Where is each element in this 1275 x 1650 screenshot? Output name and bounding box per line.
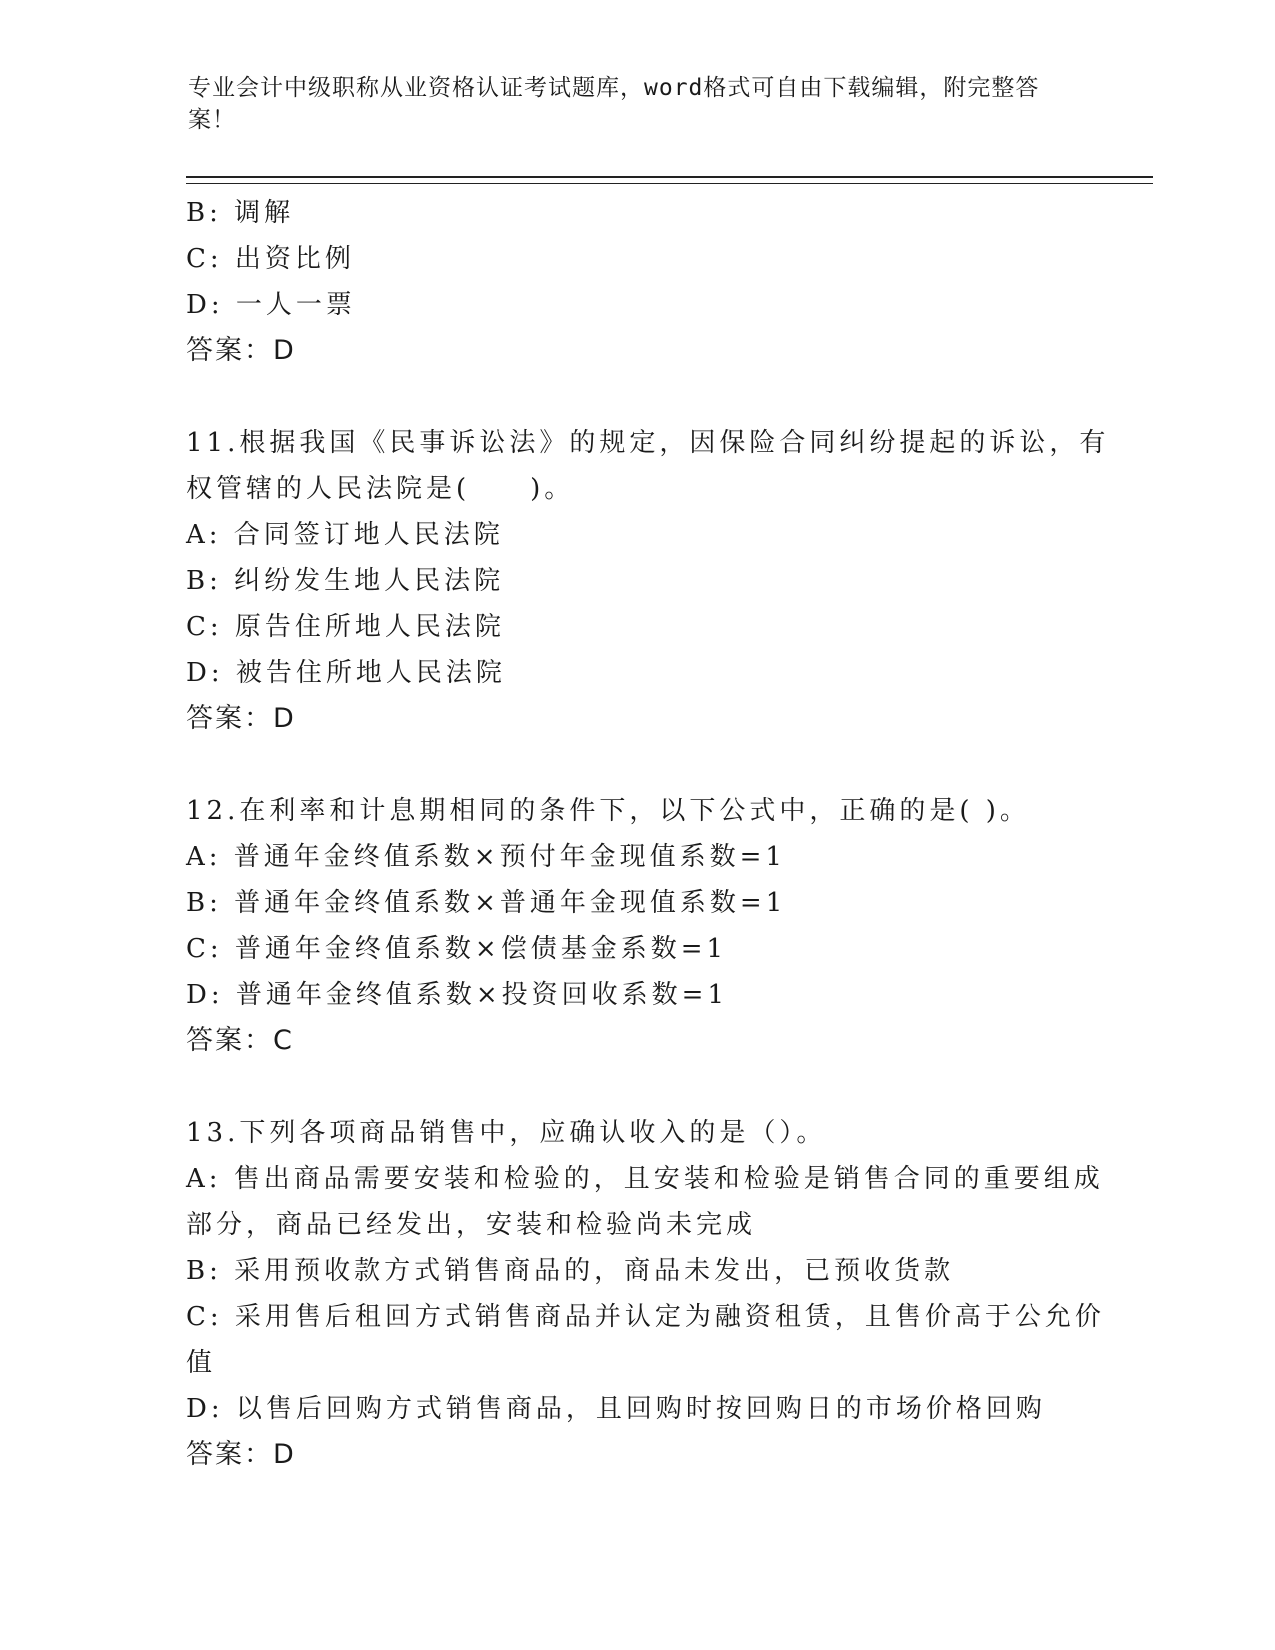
question-stem: 13.下列各项商品销售中，应确认收入的是（）。 xyxy=(186,1118,827,1148)
option-b: B: 调解 xyxy=(186,198,295,228)
question-stem-continued: 权管辖的人民法院是( )。 xyxy=(186,474,575,504)
option-d: D: 一人一票 xyxy=(186,290,356,320)
option-c: C: 采用售后租回方式销售商品并认定为融资租赁，且售价高于公允价 xyxy=(186,1302,1105,1332)
question-stem: 12.在利率和计息期相同的条件下，以下公式中，正确的是( )。 xyxy=(186,796,1030,826)
option-c: C: 原告住所地人民法院 xyxy=(186,612,505,642)
option-b: B: 采用预收款方式销售商品的，商品未发出，已预收货款 xyxy=(186,1256,955,1286)
option-d: D: 被告住所地人民法院 xyxy=(186,658,506,688)
option-a: A: 合同签订地人民法院 xyxy=(186,520,504,550)
header-divider-thin xyxy=(186,183,1153,184)
answer: 答案：D xyxy=(186,1439,296,1470)
question-12 xyxy=(186,788,1086,1064)
option-a: A: 售出商品需要安装和检验的，且安装和检验是销售合同的重要组成 xyxy=(186,1164,1104,1194)
option-c: C: 普通年金终值系数×偿债基金系数=1 xyxy=(186,934,728,964)
question-11 xyxy=(186,420,1110,742)
answer: 答案：C xyxy=(186,1025,294,1056)
page-header: 专业会计中级职称从业资格认证考试题库，word格式可自由下载编辑，附完整答案！ xyxy=(188,75,1040,133)
option-d: D: 以售后回购方式销售商品，且回购时按回购日的市场价格回购 xyxy=(186,1394,1046,1424)
question-content xyxy=(186,190,1110,1478)
answer: 答案：D xyxy=(186,703,296,734)
question-13 xyxy=(186,1110,1105,1478)
option-d: D: 普通年金终值系数×投资回收系数=1 xyxy=(186,980,728,1010)
question-stem: 11.根据我国《民事诉讼法》的规定，因保险合同纠纷提起的诉讼，有 xyxy=(186,428,1110,458)
option-c: C: 出资比例 xyxy=(186,244,355,274)
option-a: A: 普通年金终值系数×预付年金现值系数=1 xyxy=(186,842,786,872)
previous-question-tail xyxy=(186,190,1086,374)
option-c-continued: 值 xyxy=(186,1348,217,1378)
option-b: B: 普通年金终值系数×普通年金现值系数=1 xyxy=(186,888,787,918)
answer: 答案：D xyxy=(186,335,296,366)
option-a-continued: 部分，商品已经发出，安装和检验尚未完成 xyxy=(186,1210,757,1240)
header-divider-thick xyxy=(186,176,1153,178)
option-b: B: 纠纷发生地人民法院 xyxy=(186,566,505,596)
